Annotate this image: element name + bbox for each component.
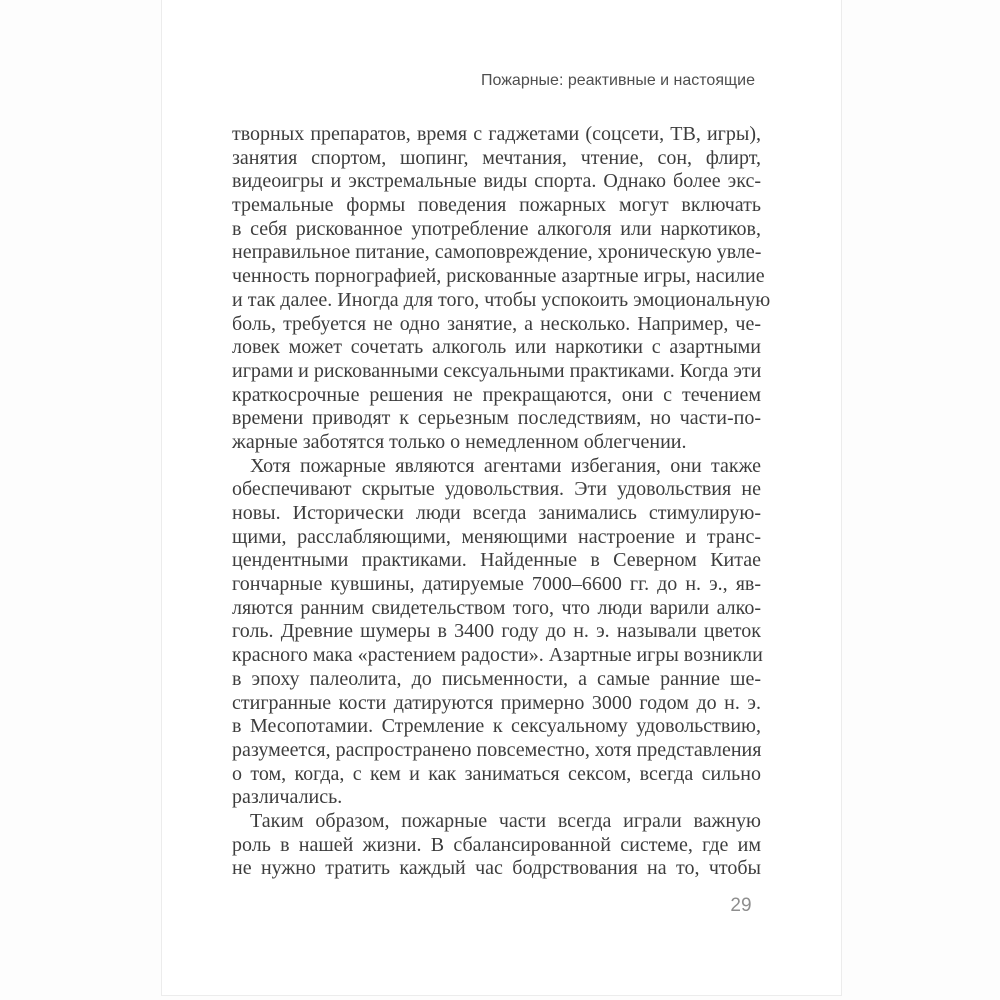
text-line: различались. [232,786,343,809]
page-number: 29 [730,895,752,916]
text-line: ловек может сочетать алкоголь или наркотики с азартными [232,336,761,359]
text-line: в Месопотамии. Стремление к сексуальному удовольствию, [232,715,761,738]
text-line: не нужно тратить каждый час бодрствования на то, чтобы [232,857,761,880]
text-line: цендентными практиками. Найденные в Северном Китае [232,549,761,572]
text-line: щими, расслабляющими, меняющими настроение и транс- [232,525,761,548]
text-line: обеспечивают скрытые удовольствия. Эти удовольствия не [232,478,761,501]
text-line: творных препаратов, время с гаджетами (соцсети, ТВ, игры), [232,123,761,145]
text-line: голь. Древние шумеры в 3400 году до н. э. называли цветок [232,620,761,643]
body-text-column [232,123,771,881]
text-line: красного мака «растением радости». Азартные игры возникли [232,644,763,667]
text-line: гончарные кувшины, датируемые 7000–6600 гг. до н. э., яв- [232,573,761,596]
text-line: в эпоху палеолита, до письменности, а самые ранние ше- [232,667,761,690]
text-line: о том, когда, с кем и как заниматься сексом, всегда сильно [232,762,761,785]
text-line: роль в нашей жизни. В сбалансированной системе, где им [232,833,761,856]
text-line: ляются ранним свидетельством того, что люди варили алко- [232,596,761,619]
text-line: жарные заботятся только о немедленном облегчении. [232,430,687,453]
book-page [161,0,842,996]
text-line: неправильное питание, самоповреждение, хроническую увле- [232,241,762,264]
text-line: занятия спортом, шопинг, мечтания, чтение, сон, флирт, [232,146,761,169]
text-line: разумеется, распространено повсеместно, хотя представления [232,738,762,761]
text-line: краткосрочные решения не прекращаются, они с течением [232,383,761,406]
text-line: тремальные формы поведения пожарных могут включать [232,194,761,217]
running-header: Пожарные: реактивные и настоящие [481,72,755,89]
text-line: ченность порнографией, рискованные азартные игры, насилие [232,265,765,288]
text-line: в себя рискованное употребление алкоголя или наркотиков, [232,217,761,240]
text-line: видеоигры и экстремальные виды спорта. Однако более экс- [232,170,761,193]
text-line: боль, требуется не одно занятие, а несколько. Например, че- [232,312,761,335]
text-line: и так далее. Иногда для того, чтобы успокоить эмоциональную [232,288,771,311]
text-line: новы. Исторически люди всегда занимались стимулирую- [232,502,761,524]
text-line: стигранные кости датируются примерно 3000 годом до н. э. [232,691,761,714]
text-line: времени приводят к серьезным последствиям, но части-по- [232,407,761,430]
text-line: играми и рискованными сексуальными практиками. Когда эти [232,359,762,382]
text-line: Хотя пожарные являются агентами избегания, они также [250,454,761,477]
text-line: Таким образом, пожарные части всегда играли важную [250,809,761,832]
